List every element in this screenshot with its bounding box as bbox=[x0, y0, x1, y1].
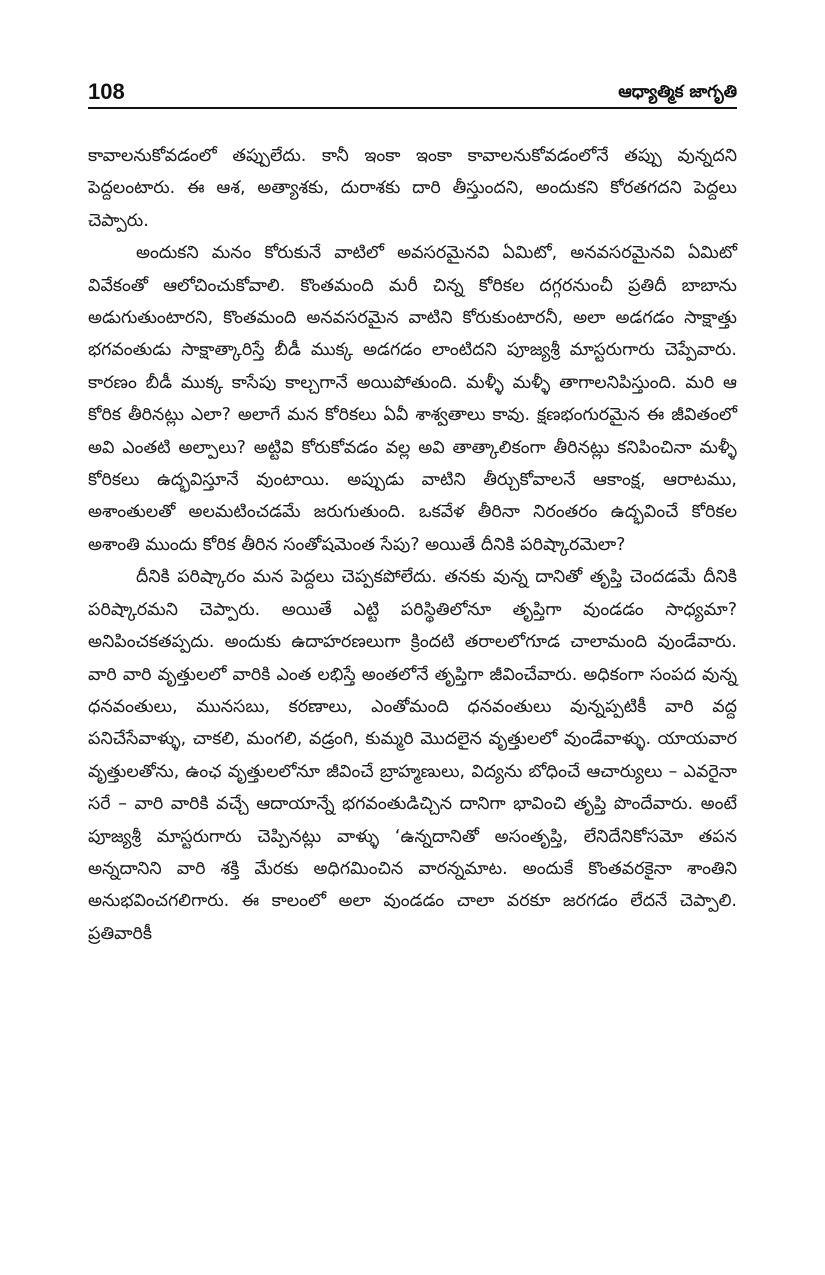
paragraph: అందుకని మనం కోరుకునే వాటిలో అవసరమైనవి ఏమిటో, అనవసరమైనవి ఏమిటో వివేకంతో ఆలోచించుకోవాలి. కొంతమంది మరీ చిన్న కోరికల దగ్గరనుంచీ ప్రతిదీ బాబాను అడుగుతుంటారని, కొంతమంది అనవసరమైన వాటిని కోరుకుంటారనీ, అలా అడగడం సాక్షాత్తు భగవంతుడు సాక్షాత్కారిస్తే బీడీ ముక్క అడగడం లాంటిదని పూజ్యశ్రీ మాస్టరుగారు చెప్పేవారు. కారణం బీడీ ముక్క కాసేపు కాల్చగానే అయిపోతుంది. మళ్ళీ మళ్ళీ తాగాలనిపిస్తుంది. మరి ఆ కోరిక తీరినట్లు ఎలా? అలాగే మన కోరికలు ఏవీ శాశ్వతాలు కావు. క్షణభంగురమైన ఈ జీవితంలో అవి ఎంతటి అల్పాలు? అట్టివి కోరుకోవడం వల్ల అవి తాత్కాలికంగా తీరినట్లు కనిపించినా మళ్ళీ కోరికలు ఉద్భవిస్తూనే వుంటాయి. అప్పుడు వాటిని తీర్చుకోవాలనే ఆకాంక్ష, ఆరాటము, అశాంతులతో అలమటించడమే జరుగుతుంది. ఒకవేళ తీరినా నిరంతరం ఉద్భవించే కోరికల అశాంతి ముందు కోరిక తీరిన సంతోషమెంత సేపు? అయితే దీనికి పరిష్కారమెలా? bbox=[88, 243, 737, 555]
running-title: ఆధ్యాత్మిక జాగృతి bbox=[618, 82, 737, 102]
paragraph: కావాలనుకోవడంలో తప్పులేదు. కానీ ఇంకా ఇంకా కావాలనుకోవడంలోనే తప్పు వున్నదని పెద్దలంటారు. ఈ ఆశ, అత్యాశకు, దురాశకు దారి తీస్తుందని, అందుకని కోరతగదని పెద్దలు చెప్పారు. bbox=[88, 146, 737, 231]
page-header bbox=[88, 78, 737, 106]
page-number: 108 bbox=[88, 79, 125, 104]
body-text bbox=[88, 140, 737, 950]
paragraph: దీనికి పరిష్కారం మన పెద్దలు చెప్పకపోలేదు. తనకు వున్న దానితో తృప్తి చెందడమే దీనికి పరిష్కారమని చెప్పారు. అయితే ఎట్టి పరిస్థితిలోనూ తృప్తిగా వుండడం సాధ్యమా? అనిపించకతప్పదు. అందుకు ఉదాహరణలుగా క్రిందటి తరాలలోగూడ చాలామంది వుండేవారు. వారి వారి వృత్తులలో వారికి ఎంత లభిస్తే అంతలోనే తృప్తిగా జీవించేవారు. అధికంగా సంపద వున్న ధనవంతులు, మునసబు, కరణాలు, ఎంతోమంది ధనవంతులు వున్నప్పటికీ వారి వద్ద పనిచేసేవాళ్ళు, చాకలి, మంగలి, వడ్రంగి, కుమ్మరి మొదలైన వృత్తులలో వుండేవాళ్ళు. యాయవార వృత్తులతోను, ఉంఛ వృత్తులలోనూ జీవించే బ్రాహ్మణులు, విద్యను బోధించే ఆచార్యులు – ఎవరైనా సరే – వారి వారికి వచ్చే ఆదాయాన్నే భగవంతుడిచ్చిన దానిగా భావించి తృప్తి పొందేవారు. అంటే పూజ్యశ్రీ మాస్టరుగారు చెప్పినట్లు వాళ్ళు ‘ఉన్నదానితో అసంతృప్తి, లేనిదేనికోసమో తపన అన్నదానిని వారి శక్తి మేరకు అధిగమించిన వారన్నమాట. అందుకే కొంతవరకైనా శాంతిని అనుభవించగలిగారు. ఈ కాలంలో అలా వుండడం చాలా వరకూ జరగడం లేదనే చెప్పాలి. ప్రతివారికీ bbox=[88, 567, 737, 944]
header-rule bbox=[88, 107, 737, 109]
